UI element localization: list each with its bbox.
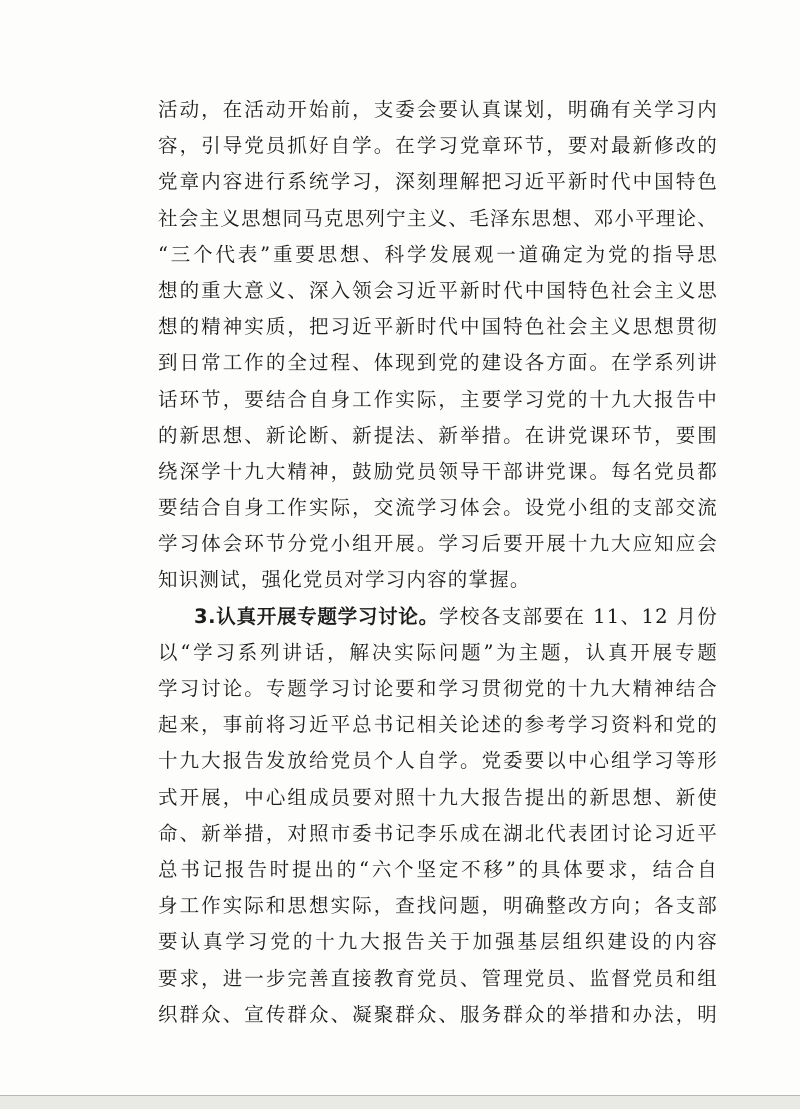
- text-line: 要结合自身工作实际，交流学习体会。设党小组的支部交流: [158, 496, 718, 520]
- text-line: 要求，进一步完善直接教育党员、管理党员、监督党员和组: [158, 966, 718, 990]
- text-line: 命、新举措，对照市委书记李乐成在湖北代表团讨论习近平: [158, 821, 718, 845]
- text-line: 的新思想、新论断、新提法、新举措。在讲党课环节，要围: [158, 423, 718, 447]
- text-line: 到日常工作的全过程、体现到党的建设各方面。在学系列讲: [158, 351, 718, 375]
- text-line: 起来，事前将习近平总书记相关论述的参考学习资料和党的: [158, 713, 718, 737]
- text-line: 想的重大意义、深入领会习近平新时代中国特色社会主义思: [158, 278, 718, 302]
- section-3-heading: 3.认真开展专题学习讨论。: [194, 604, 439, 628]
- section-3-first-line-text: 学校各支部要在 11、12 月份: [438, 604, 718, 628]
- text-line: 式开展，中心组成员要对照十九大报告提出的新思想、新使: [158, 785, 718, 809]
- text-line: “三个代表”重要思想、科学发展观一道确定为党的指导思: [158, 242, 718, 266]
- text-line: 话环节，要结合自身工作实际，主要学习党的十九大报告中: [158, 387, 718, 411]
- text-line: 学习体会环节分党小组开展。学习后要开展十九大应知应会: [158, 532, 718, 556]
- text-line: 容，引导党员抓好自学。在学习党章环节，要对最新修改的: [158, 134, 718, 158]
- text-line: 十九大报告发放给党员个人自学。党委要以中心组学习等形: [158, 749, 718, 773]
- text-line: 身工作实际和思想实际，查找问题，明确整改方向；各支部: [158, 894, 718, 918]
- section-3-first-line: [158, 599, 718, 635]
- scan-bottom-edge: [0, 1095, 800, 1109]
- body-text: [158, 92, 718, 1033]
- text-line: 活动，在活动开始前，支委会要认真谋划，明确有关学习内: [158, 98, 718, 121]
- text-line: 想的精神实质，把习近平新时代中国特色社会主义思想贯彻: [158, 315, 718, 339]
- text-line: 学习讨论。专题学习讨论要和学习贯彻党的十九大精神结合: [158, 677, 718, 700]
- text-line: 绕深学十九大精神，鼓励党员领导干部讲党课。每名党员都: [158, 459, 718, 483]
- text-line: 要认真学习党的十九大报告关于加强基层组织建设的内容: [158, 930, 718, 954]
- text-line: 总书记报告时提出的“六个坚定不移”的具体要求，结合自: [158, 857, 718, 881]
- text-line: 织群众、宣传群众、凝聚群众、服务群众的举措和办法，明: [158, 1002, 718, 1026]
- text-line: 社会主义思想同马克思列宁主义、毛泽东思想、邓小平理论、: [158, 206, 718, 230]
- text-line: 以“学习系列讲话，解决实际问题”为主题，认真开展专题: [158, 640, 718, 664]
- text-line: 党章内容进行系统学习，深刻理解把习近平新时代中国特色: [158, 170, 718, 194]
- text-line: 知识测试，强化党员对学习内容的掌握。: [158, 568, 531, 592]
